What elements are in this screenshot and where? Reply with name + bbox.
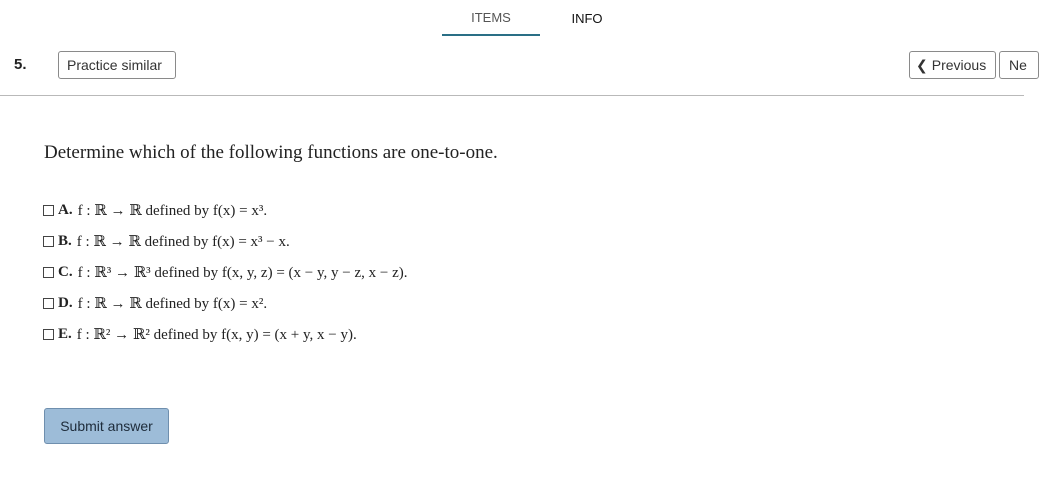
option-c[interactable] bbox=[43, 261, 408, 283]
practice-similar-label: Practice similar bbox=[67, 57, 162, 73]
option-a-letter: A. bbox=[58, 201, 73, 218]
option-b-checkbox[interactable] bbox=[43, 236, 54, 247]
option-a-text: f : ℝ → ℝ defined by f(x) = x³. bbox=[77, 202, 268, 219]
question-number: 5. bbox=[14, 56, 27, 73]
option-a-checkbox[interactable] bbox=[43, 205, 54, 216]
option-b-letter: B. bbox=[58, 232, 72, 249]
option-c-text: f : ℝ³ → ℝ³ defined by f(x, y, z) = (x − y, y − z, x − z). bbox=[77, 264, 408, 281]
option-c-checkbox[interactable] bbox=[43, 267, 54, 278]
option-d-letter: D. bbox=[58, 294, 73, 311]
previous-label: Previous bbox=[931, 57, 987, 73]
option-e-text: f : ℝ² → ℝ² defined by f(x, y) = (x + y, x − y). bbox=[76, 326, 357, 343]
option-d[interactable] bbox=[43, 292, 267, 314]
tab-items[interactable]: ITEMS bbox=[442, 0, 540, 36]
option-d-text: f : ℝ → ℝ defined by f(x) = x². bbox=[77, 295, 268, 312]
next-label: Ne bbox=[1009, 57, 1027, 73]
practice-similar-button[interactable] bbox=[58, 51, 176, 79]
option-e[interactable] bbox=[43, 323, 357, 345]
next-button[interactable] bbox=[999, 51, 1039, 79]
previous-button[interactable] bbox=[909, 51, 996, 79]
submit-answer-label: Submit answer bbox=[60, 418, 153, 434]
option-d-checkbox[interactable] bbox=[43, 298, 54, 309]
option-c-letter: C. bbox=[58, 263, 73, 280]
header-divider bbox=[0, 95, 1024, 96]
submit-answer-button[interactable] bbox=[44, 408, 169, 444]
option-e-letter: E. bbox=[58, 325, 72, 342]
chevron-left-icon: ❮ bbox=[916, 56, 928, 73]
question-prompt: Determine which of the following functions are one-to-one. bbox=[44, 142, 498, 163]
option-b-text: f : ℝ → ℝ defined by f(x) = x³ − x. bbox=[76, 233, 290, 250]
option-b[interactable] bbox=[43, 230, 290, 252]
option-e-checkbox[interactable] bbox=[43, 329, 54, 340]
tab-info[interactable]: INFO bbox=[571, 10, 603, 26]
option-a[interactable] bbox=[43, 199, 267, 221]
